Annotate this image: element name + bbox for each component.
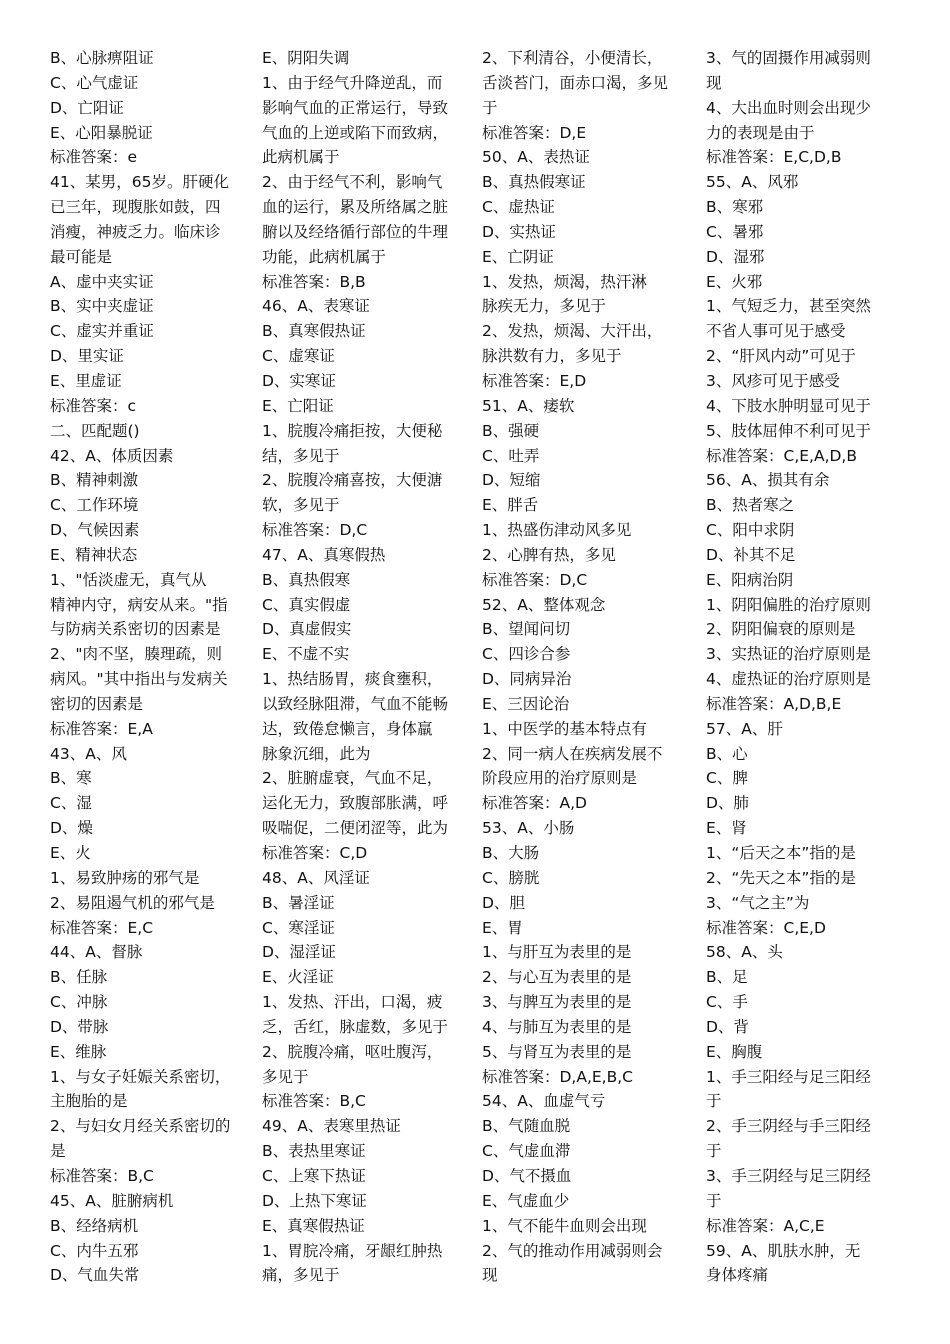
text-line: E、火 [50, 844, 91, 862]
text-line: 力的表现是由于 [706, 123, 815, 142]
text-line: 1、“后天之本”指的是 [706, 844, 856, 862]
text-line: 气血的上逆或陷下而致病， [262, 123, 449, 142]
text-line: 4、与肺互为表里的是 [482, 1017, 632, 1036]
text-line: 1、与女子妊娠关系密切， [50, 1067, 231, 1086]
text-line: D、燥 [50, 819, 93, 838]
text-line: E、心阳暴脱证 [50, 123, 153, 142]
text-line: E、胖舌 [482, 496, 539, 515]
text-line: 1、与肝互为表里的是 [482, 943, 632, 962]
text-line: D、实寒证 [262, 371, 336, 390]
text-line: 标准答案：E,D [482, 371, 587, 390]
text-line: 此病机属于 [262, 148, 340, 167]
text-line: 以致经脉阻滞，气血不能畅 [262, 694, 449, 713]
text-line: 58、A、头 [706, 943, 783, 962]
text-line: 57、A、肝 [706, 719, 783, 738]
text-line: D、上热下寒证 [262, 1191, 367, 1210]
text-line: B、真热假寒证 [482, 173, 586, 192]
text-line: 2、发热，烦渴、大汗出， [482, 322, 663, 341]
text-line: 1、易致肿疡的邪气是 [50, 868, 200, 887]
text-line: 病风。"其中指出与发病关 [50, 670, 228, 689]
text-line: B、真热假寒 [262, 570, 351, 589]
text-line: E、三因论治 [482, 694, 570, 713]
text-line: C、阳中求阴 [706, 521, 795, 540]
text-line: 55、A、风邪 [706, 173, 799, 192]
text-line: E、胸腹 [706, 1042, 763, 1061]
text-line: 精神内守，病安从来。"指 [50, 595, 228, 614]
text-line: 标准答案：e [50, 148, 138, 167]
text-line: D、短缩 [482, 471, 541, 490]
text-column-4 [706, 46, 918, 1288]
text-line: 舌淡苔门，面赤口渴，多见 [482, 73, 669, 92]
text-line: 2、与妇女月经关系密切的 [50, 1117, 231, 1136]
text-line: B、暑淫证 [262, 893, 335, 912]
text-line: E、不虚不实 [262, 645, 350, 664]
text-line: B、足 [706, 968, 748, 987]
text-line: 现 [482, 1266, 498, 1285]
text-line: 4、大出血时则会出现少 [706, 98, 871, 117]
text-line: B、实中夹虚证 [50, 297, 154, 316]
text-line: 2、脘腹冷痛，呕吐腹泻， [262, 1042, 443, 1061]
text-line: B、真寒假热证 [262, 322, 366, 341]
text-line: E、亡阳证 [262, 396, 334, 415]
text-line: D、带脉 [50, 1017, 109, 1036]
text-line: 1、手三阳经与足三阳经 [706, 1067, 871, 1086]
text-line: 47、A、真寒假热 [262, 545, 386, 564]
text-line: 1、由于经气升降逆乱，而 [262, 73, 443, 92]
text-line: 标准答案：E,A [50, 719, 153, 738]
text-line: 运化无力，致腹部胀满，呼 [262, 794, 449, 813]
text-line: 血的运行，累及所络属之脏 [262, 198, 449, 217]
text-line: 于 [706, 1191, 722, 1210]
text-line: 46、A、表寒证 [262, 297, 370, 316]
text-line: D、气不摄血 [482, 1166, 572, 1185]
text-line: D、里实证 [50, 347, 124, 366]
text-line: B、寒 [50, 769, 92, 788]
text-line: 阶段应用的治疗原则是 [482, 769, 638, 788]
text-line: 53、A、小肠 [482, 819, 575, 838]
text-line: B、经络病机 [50, 1216, 139, 1235]
text-line: 2、手三阴经与手三阳经 [706, 1117, 871, 1136]
text-line: 59、A、肌肤水肿，无 [706, 1241, 861, 1260]
text-line: 5、与肾互为表里的是 [482, 1042, 632, 1061]
text-line: 标准答案：D,A,E,B,C [482, 1067, 633, 1086]
text-line: 标准答案：A,C,E [706, 1216, 825, 1235]
text-line: 2、“肝风内动”可见于 [706, 347, 856, 366]
text-line: 1、气短乏力，甚至突然 [706, 297, 871, 316]
text-line: 3、气的固摄作用减弱则 [706, 49, 871, 67]
text-line: B、心脉痹阻证 [50, 49, 154, 67]
text-line: 1、胃脘冷痛，牙龈红肿热 [262, 1241, 443, 1260]
text-line: C、湿 [50, 794, 92, 813]
text-line: 标准答案：A,D,B,E [706, 694, 842, 713]
text-line: C、四诊合参 [482, 645, 571, 664]
text-line: B、大肠 [482, 844, 540, 862]
text-line: 密切的因素是 [50, 694, 144, 713]
text-line: 是 [50, 1142, 66, 1161]
text-line: 标准答案：B,B [262, 272, 366, 291]
text-line: B、气随血脱 [482, 1117, 571, 1136]
text-line: C、吐弄 [482, 446, 540, 465]
text-line: 标准答案：E,C,D,B [706, 148, 842, 167]
text-line: 标准答案：D,C [262, 521, 368, 540]
text-line: 最可能是 [50, 247, 113, 266]
text-line: 功能，此病机属于 [262, 247, 387, 266]
text-line: 于 [482, 98, 498, 117]
text-line: B、寒邪 [706, 198, 764, 217]
text-line: D、肺 [706, 794, 749, 813]
text-line: B、精神刺激 [50, 471, 139, 490]
text-line: 3、与脾互为表里的是 [482, 993, 632, 1012]
text-line: 2、由于经气不利，影响气 [262, 173, 443, 192]
text-line: B、表热里寒证 [262, 1142, 366, 1161]
text-line: D、气血失常 [50, 1266, 140, 1285]
text-line: C、工作环境 [50, 496, 139, 515]
text-line: 3、手三阴经与足三阴经 [706, 1166, 871, 1185]
text-line: C、虚寒证 [262, 347, 335, 366]
text-line: 42、A、体质因素 [50, 446, 174, 465]
text-line: 2、易阻遏气机的邪气是 [50, 893, 215, 912]
text-line: 1、阴阳偏胜的治疗原则 [706, 595, 871, 614]
text-column-2 [262, 46, 474, 1288]
text-line: 标准答案：D,E [482, 123, 587, 142]
text-line: 2、心脾有热，多见 [482, 545, 616, 564]
text-line: 多见于 [262, 1067, 309, 1086]
text-line: C、寒淫证 [262, 918, 335, 937]
text-line: 标准答案：C,D [262, 844, 368, 862]
text-line: C、手 [706, 993, 748, 1012]
text-line: 标准答案：C,E,A,D,B [706, 446, 857, 465]
text-line: A、虚中夹实证 [50, 272, 154, 291]
text-line: 于 [706, 1142, 722, 1161]
text-line: 与防病关系密切的因素是 [50, 620, 221, 639]
text-line: 48、A、风淫证 [262, 868, 370, 887]
text-line: D、背 [706, 1017, 749, 1036]
text-line: D、真虚假实 [262, 620, 352, 639]
text-line: 软，多见于 [262, 496, 340, 515]
text-line: C、膀胱 [482, 868, 540, 887]
text-line: 2、“先天之本”指的是 [706, 868, 856, 887]
text-line: 44、A、督脉 [50, 943, 143, 962]
text-line: 标准答案：c [50, 396, 137, 415]
text-line: 4、下肢水肿明显可见于 [706, 396, 871, 415]
text-line: E、胃 [482, 918, 523, 937]
text-line: 脉象沉细，此为 [262, 744, 371, 763]
text-line: 54、A、血虚气亏 [482, 1092, 606, 1111]
text-line: 2、脏腑虚衰，气血不足， [262, 769, 443, 788]
text-line: 已三年，现腹胀如鼓，四 [50, 198, 221, 217]
text-line: D、实热证 [482, 222, 556, 241]
text-line: 1、发热，烦渴，热汗淋 [482, 272, 647, 291]
text-line: B、心 [706, 744, 748, 763]
text-line: 身体疼痛 [706, 1266, 769, 1285]
text-line: 乏，舌红，脉虚数，多见于 [262, 1017, 449, 1036]
text-line: 腑以及经络循行部位的牛理 [262, 222, 449, 241]
text-line: C、气虚血滞 [482, 1142, 571, 1161]
text-line: 49、A、表寒里热证 [262, 1117, 401, 1136]
text-line: D、湿邪 [706, 247, 765, 266]
text-line: 2、下利清谷，小便清长， [482, 49, 663, 67]
text-line: 脉洪数有力，多见于 [482, 347, 622, 366]
text-line: 2、气的推动作用减弱则会 [482, 1241, 663, 1260]
text-line: 52、A、整体观念 [482, 595, 606, 614]
text-line: E、里虚证 [50, 371, 122, 390]
text-line: 1、热盛伤津动风多见 [482, 521, 632, 540]
text-line: 不省人事可见于感受 [706, 322, 846, 341]
text-line: 45、A、脏腑病机 [50, 1191, 174, 1210]
text-line: 标准答案：C,E,D [706, 918, 826, 937]
text-line: D、胆 [482, 893, 525, 912]
text-line: 达，致倦怠懒言，身体羸 [262, 719, 433, 738]
text-line: E、肾 [706, 819, 747, 838]
text-line: D、亡阳证 [50, 98, 124, 117]
text-line: 1、发热、汗出，口渴，疲 [262, 993, 443, 1012]
text-column-1 [50, 46, 262, 1288]
text-line: 现 [706, 73, 722, 92]
text-line: 吸喘促，二便闭涩等，此为 [262, 819, 449, 838]
text-line: 1、中医学的基本特点有 [482, 719, 647, 738]
text-line: 4、虚热证的治疗原则是 [706, 670, 871, 689]
text-line: 3、“气之主”为 [706, 893, 810, 912]
text-line: 2、脘腹冷痛喜按，大便溏 [262, 471, 443, 490]
text-line: E、火邪 [706, 272, 763, 291]
text-line: E、阴阳失调 [262, 49, 350, 67]
text-line: 2、阴阳偏衰的原则是 [706, 620, 856, 639]
text-line: C、脾 [706, 769, 748, 788]
text-line: 50、A、表热证 [482, 148, 590, 167]
text-line: 主胞胎的是 [50, 1092, 128, 1111]
text-line: 2、同一病人在疾病发展不 [482, 744, 663, 763]
text-line: 标准答案：A,D [482, 794, 587, 813]
text-line: E、火淫证 [262, 968, 334, 987]
text-line: 影响气血的正常运行，导致 [262, 98, 449, 117]
text-line: 2、"肉不坚，腠理疏，则 [50, 645, 222, 664]
text-line: 结，多见于 [262, 446, 340, 465]
text-line: 5、肢体屈伸不利可见于 [706, 421, 871, 440]
text-line: E、亡阴证 [482, 247, 554, 266]
text-line: D、补其不足 [706, 545, 796, 564]
text-line: B、任脉 [50, 968, 108, 987]
text-line: C、上寒下热证 [262, 1166, 366, 1185]
text-line: 脉疾无力，多见于 [482, 297, 607, 316]
text-line: 于 [706, 1092, 722, 1111]
text-line: 标准答案：B,C [50, 1166, 154, 1185]
text-line: D、同病异治 [482, 670, 572, 689]
text-line: E、维脉 [50, 1042, 107, 1061]
text-line: 51、A、痿软 [482, 396, 575, 415]
text-line: D、湿淫证 [262, 943, 336, 962]
text-line: E、真寒假热证 [262, 1216, 365, 1235]
text-line: D、气候因素 [50, 521, 140, 540]
text-line: C、暑邪 [706, 222, 764, 241]
text-line: 43、A、风 [50, 744, 127, 763]
text-column-3 [482, 46, 694, 1288]
text-line: C、心气虚证 [50, 73, 139, 92]
text-line: 3、风疹可见于感受 [706, 371, 840, 390]
text-line: E、阳病治阴 [706, 570, 794, 589]
text-line: 2、与心互为表里的是 [482, 968, 632, 987]
text-line: C、内牛五邪 [50, 1241, 139, 1260]
text-line: 3、实热证的治疗原则是 [706, 645, 871, 664]
text-line: E、气虚血少 [482, 1191, 570, 1210]
text-line: 1、热结肠胃，痰食壅积， [262, 670, 443, 689]
text-line: 消瘦，神疲乏力。临床诊 [50, 222, 221, 241]
text-line: 标准答案：B,C [262, 1092, 366, 1111]
text-line: C、虚实并重证 [50, 322, 154, 341]
text-line: B、望闻问切 [482, 620, 571, 639]
text-line: 1、脘腹冷痛拒按，大便秘 [262, 421, 443, 440]
text-line: 标准答案：E,C [50, 918, 154, 937]
text-line: 痛，多见于 [262, 1266, 340, 1285]
text-line: 标准答案：D,C [482, 570, 588, 589]
text-line: B、强硬 [482, 421, 540, 440]
text-line: C、虚热证 [482, 198, 555, 217]
text-line: B、热者寒之 [706, 496, 795, 515]
text-line: 56、A、损其有余 [706, 471, 830, 490]
text-line: 二、匹配题() [50, 421, 140, 440]
text-line: 1、"恬淡虚无，真气从 [50, 570, 207, 589]
text-line: 41、某男，65岁。肝硬化 [50, 173, 229, 192]
text-line: C、真实假虚 [262, 595, 351, 614]
text-line: C、冲脉 [50, 993, 108, 1012]
text-line: 1、气不能牛血则会出现 [482, 1216, 647, 1235]
text-line: E、精神状态 [50, 545, 138, 564]
